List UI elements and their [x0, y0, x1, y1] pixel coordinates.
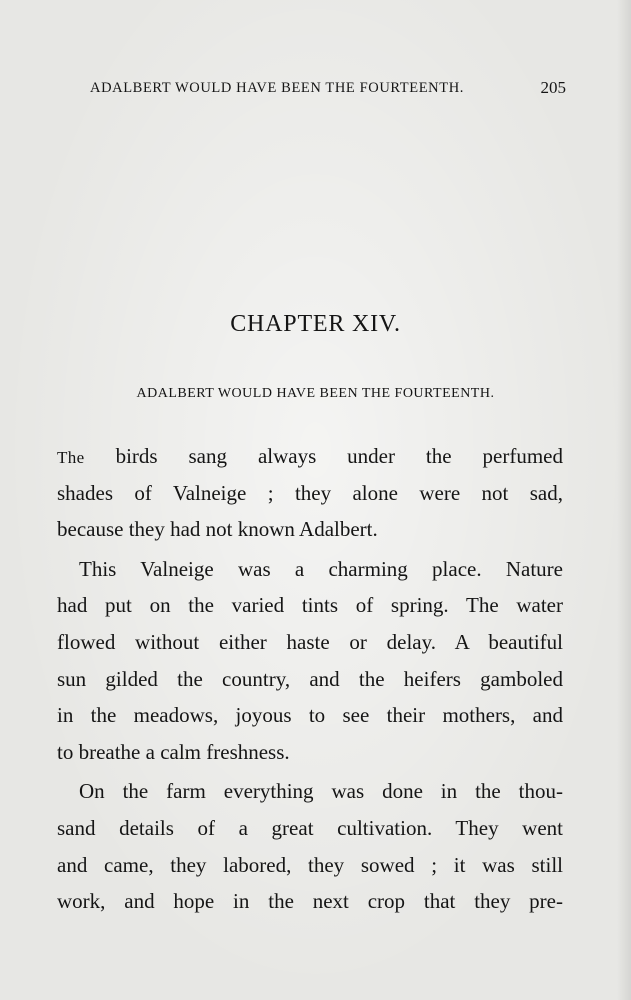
paragraph-2-line-1: This Valneige was a charming place. Nature	[79, 556, 563, 581]
body-text	[57, 438, 563, 920]
page-number: 205	[540, 78, 566, 97]
paragraph-3-line-1: On the farm everything was done in the thou-	[79, 779, 563, 804]
chapter-subtitle: ADALBERT WOULD HAVE BEEN THE FOURTEENTH.	[136, 386, 495, 401]
paragraph-2-line-6: to breathe a calm freshness.	[57, 739, 290, 764]
paragraph-1-line-3: because they had not known Adalbert.	[57, 517, 378, 542]
paragraph-3-line-3: and came, they labored, they sowed ; it was still	[57, 852, 563, 877]
paragraph-2-line-5: in the meadows, joyous to see their mothers, and	[57, 703, 563, 728]
running-head	[90, 80, 566, 102]
paragraph-2-line-3: flowed without either haste or delay. A beautiful	[57, 629, 563, 654]
paragraph-1-first-word: The	[57, 448, 85, 467]
paragraph-3-line-2: sand details of a great cultivation. They went	[57, 815, 563, 840]
running-head-title: ADALBERT WOULD HAVE BEEN THE FOURTEENTH.	[90, 80, 465, 96]
paragraph-2-line-4: sun gilded the country, and the heifers gamboled	[57, 666, 563, 691]
page-edge-shadow	[617, 0, 631, 1000]
paragraph-1-line-1	[57, 438, 563, 475]
paragraph-1-line-1-text: birds sang always under the perfumed	[84, 444, 563, 468]
paragraph-3-line-4: work, and hope in the next crop that they pre-	[57, 889, 563, 914]
paragraph-2-line-2: had put on the varied tints of spring. The water	[57, 593, 563, 618]
chapter-title: CHAPTER XIV.	[230, 311, 401, 337]
paragraph-1-line-2: shades of Valneige ; they alone were not sad,	[57, 480, 563, 505]
